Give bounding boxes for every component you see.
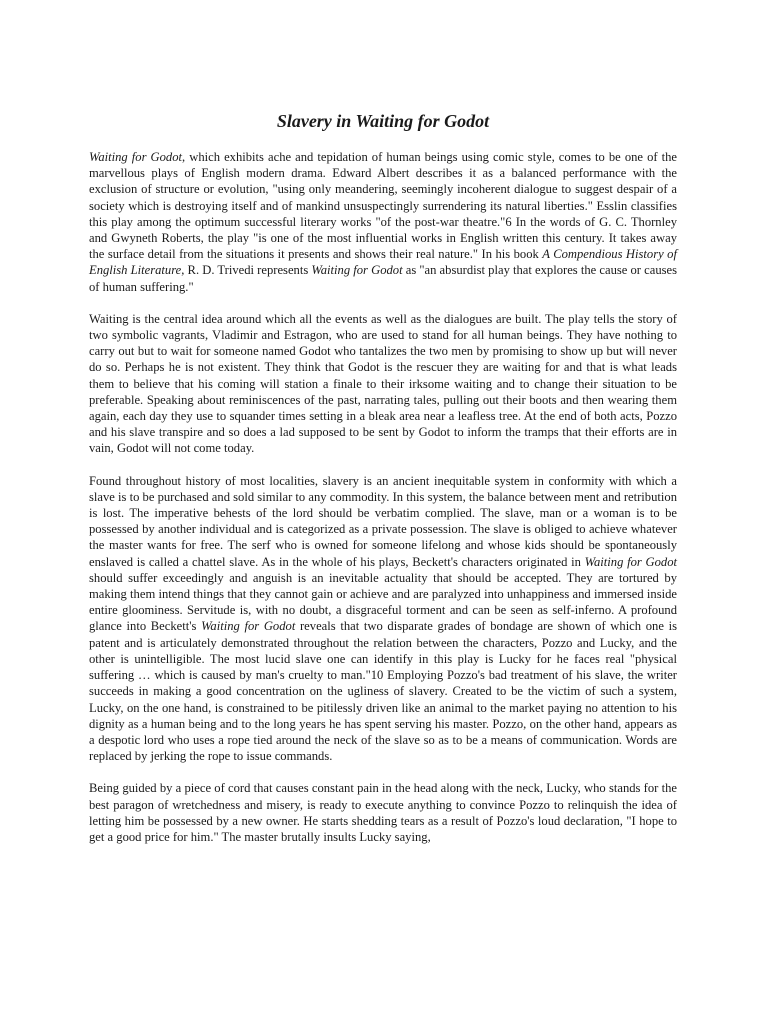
text-run: Waiting is the central idea around which all the events as well as the dialogues are built. The play tells the story of two symbolic vagrants, Vladimir and Estragon, who are used to stand for all human beings. They have nothing to carry out but to wait for someone named Godot who tantalizes the two men by promising to show up but will never do so. Perhaps he is not existent. They think that Godot is the rescuer they are waiting for and that is what leads them to believe that his coming will station a finale to their irksome waiting and to change their situation to be preferable. Speaking about reminiscences of the past, narrating tales, pulling out their boots and then wearing them again, each day they use to squander times setting in a bleak area near a leafless tree. At the end of both acts, Pozzo and his slave transpire and so does a lad supposed to be sent by Godot to inform the tramps that their efforts are in vain, Godot will not come today. xyxy=(89,311,677,456)
document-page xyxy=(89,110,677,845)
paragraph-1 xyxy=(89,149,677,295)
paragraph-3 xyxy=(89,473,677,765)
text-run: Found throughout history of most localities, slavery is an ancient inequitable system in conformity with which a slave is to be purchased and sold similar to any commodity. In this system, the balance between ment and retribution is lost. The imperative behests of the lord should be verbatim complied. The slave, man or a woman is to be possessed by another individual and is categorized as a private possession. The slave is obliged to achieve whatever the master wants for free. The serf who is owned for someone lifelong and whose kids should be spontaneously enslaved is called a chattel slave. As in the whole of his plays, Beckett's characters originated in xyxy=(89,473,677,569)
text-run: as "an absurdist play that explores the cause or causes of human suffering." xyxy=(89,263,678,294)
text-run: reveals that two disparate grades of bondage are shown of which one is patent and is articulately demonstrated throughout the relation between the characters, Pozzo and Lucky, and the other is unintelligible. The most lucid slave one can identify in this play is Lucky for he faces real "physical suffering … which is caused by man's cruelty to man."10 Employing Pozzo's bad treatment of his slave, the writer succeeds in making a good concentration on the ugliness of slavery. Created to be the victim of such a system, Lucky, on the one hand, is constrained to be pitilessly driven like an animal to the market paying no attention to his dignity as a human being and to the long years he has spent serving his master. Pozzo, on the other hand, appears as a despotic lord who uses a rope tied around the neck of the slave so as to be a means of communication. Words are replaced by jerking the rope to issue commands. xyxy=(89,619,677,764)
text-run: Being guided by a piece of cord that causes constant pain in the head along with the neck, Lucky, who stands for the best paragon of wretchedness and misery, is ready to execute anything to convince Pozzo to relinquish the idea of letting him be possessed by a new owner. He starts shedding tears as a result of Pozzo's loud declaration, "I hope to get a good price for him." The master brutally insults Lucky saying, xyxy=(89,781,677,844)
italic-text-run: Waiting for Godot xyxy=(311,263,403,278)
text-run: , R. D. Trivedi represents xyxy=(181,263,312,278)
italic-text-run: Waiting for Godot xyxy=(201,619,296,634)
italic-text-run: Waiting for Godot xyxy=(584,554,677,569)
paragraph-4 xyxy=(89,780,677,845)
italic-text-run: Waiting for Godot xyxy=(89,150,183,164)
document-title: Slavery in Waiting for Godot xyxy=(276,111,490,131)
text-run: , which exhibits ache and tepidation of human beings using comic style, comes to be one of the marvellous plays of English modern drama. Edward Albert describes it as a balanced performance with the exclusion of structure or evolution, "using only meandering, seemingly incoherent dialogue to suggest despair of a society which is destroying itself and of mankind unsuspectingly surrendering its natural liberties." Esslin classifies this play among the optimum successful literary works "of the post-war theatre."6 In the words of G. C. Thornley and Gwyneth Roberts, the play "is one of the most influential works in English written this century. It takes away the surface detail from the situations it presents and shows their real nature." In his book xyxy=(89,150,678,262)
text-run: should suffer exceedingly and anguish is an inevitable actuality that should be accepted. They are tortured by making them intend things that they cannot gain or achieve and are paralyzed into unhappiness and immersed inside entire gloominess. Servitude is, with no doubt, a disgraceful torment and can be seen as self-inferno. A profound glance into Beckett's xyxy=(89,570,677,634)
paragraph-2 xyxy=(89,311,677,457)
italic-text-run: A Compendious History of English Literature xyxy=(89,247,677,278)
